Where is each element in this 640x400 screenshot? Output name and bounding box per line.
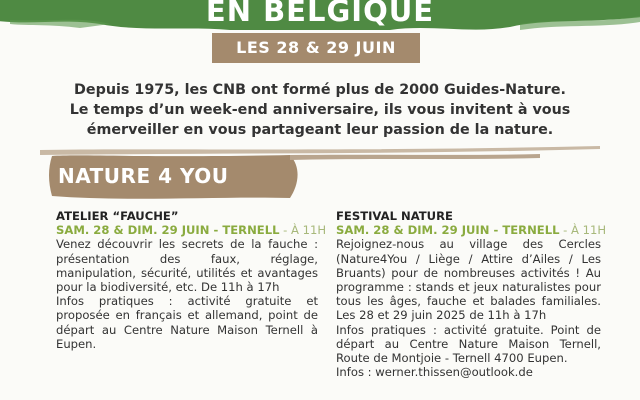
event-practical-info: Infos pratiques : activité gratuite. Point de départ au Centre Nature Maison Ternell, Route de Montjoie - Ternell 4700 Eupen. — [336, 322, 601, 366]
event-practical-info: Infos pratiques : activité gratuite et proposée en français et allemand, point de départ au Centre Nature Maison Ternell à Eupen. — [56, 294, 318, 351]
event-card-fauche — [56, 209, 327, 351]
event-description: Rejoignez-nous au village des Cercles (Nature4You / Liège / Attire d’Ailes / Les Bruants) pour de nombreuses activités ! Au programme : stands et jeux naturalistes pour tous les âges, fauche et balades familiales. Les 28 et 29 juin 2025 de 11h à 17h — [336, 237, 601, 323]
event-description: Venez découvrir les secrets de la fauche : présentation des faux, réglage, manipulation, sécurité, utilités et avantages pour la biodiversité, etc. De 11h à 17h — [56, 237, 318, 295]
headline: EN BELGIQUE — [205, 0, 435, 28]
event-dates-badge: LES 28 & 29 JUIN — [212, 33, 420, 63]
event-time: - À 11H — [279, 223, 327, 238]
event-card-festival — [336, 209, 607, 380]
event-date — [336, 223, 607, 238]
event-title: FESTIVAL NATURE — [336, 209, 453, 223]
intro-paragraph: Depuis 1975, les CNB ont formé plus de 2000 Guides-Nature. Le temps d’un week-end anniversaire, ils vous invitent à vous émerveiller en vous partageant leur passion de la nature. — [69, 82, 571, 138]
section-title: NATURE 4 YOU — [58, 164, 229, 188]
event-contact[interactable]: Infos : werner.thissen@outlook.de — [336, 365, 533, 380]
event-title: ATELIER “FAUCHE” — [56, 209, 179, 223]
event-date-text: SAM. 28 & DIM. 29 JUIN - TERNELL — [336, 223, 560, 238]
event-time: - À 11H — [559, 223, 607, 238]
event-date-text: SAM. 28 & DIM. 29 JUIN - TERNELL — [56, 223, 280, 238]
event-date — [56, 223, 327, 238]
